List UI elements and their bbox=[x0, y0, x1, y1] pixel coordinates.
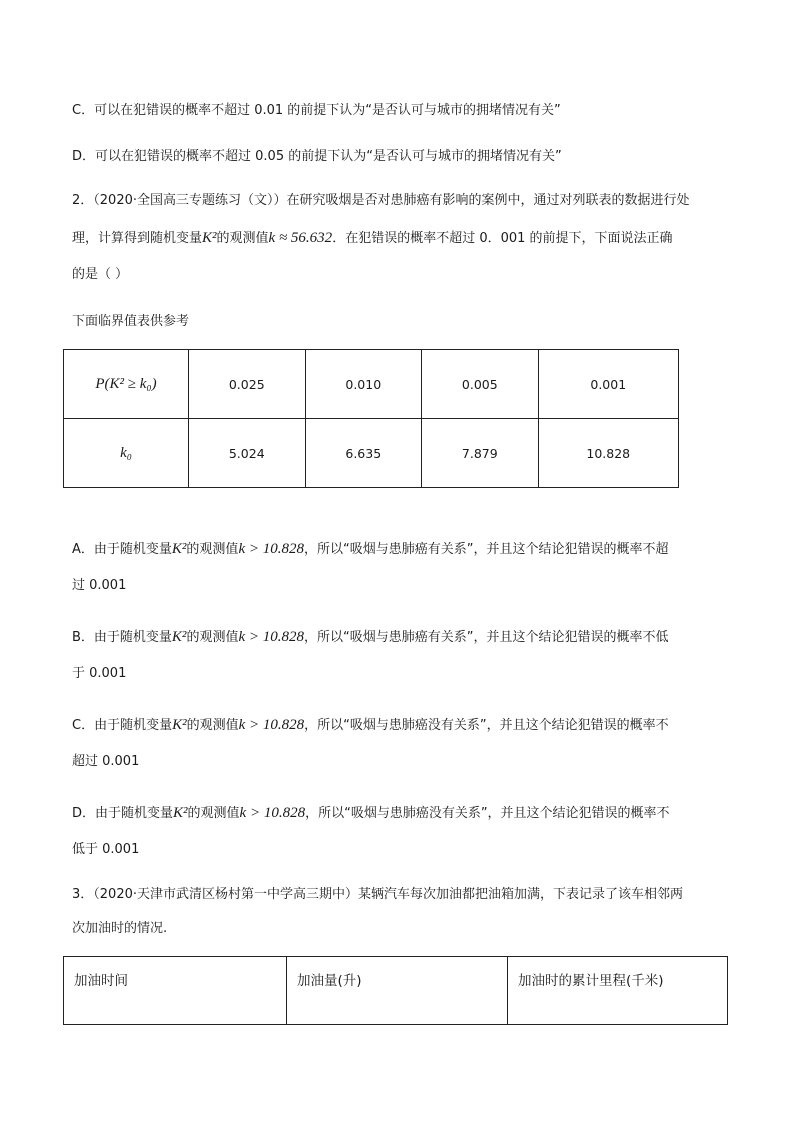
q2-option-d bbox=[72, 804, 670, 823]
header-cell-amount: 加油量(升) bbox=[287, 957, 508, 1025]
table-row bbox=[64, 419, 679, 488]
k-condition: k > 10.828 bbox=[238, 629, 304, 645]
q2-stem-line2-b: 的观测值 bbox=[216, 231, 269, 246]
option-text: A．由于随机变量 bbox=[72, 542, 172, 557]
k0-header-cell: k₀ bbox=[64, 419, 189, 488]
p-value-cell: 0.001 bbox=[538, 350, 678, 419]
option-text: 的观测值 bbox=[186, 718, 239, 733]
q2-option-b bbox=[72, 628, 668, 647]
k-value-cell: 10.828 bbox=[538, 419, 678, 488]
table-row bbox=[64, 957, 728, 1025]
q3-stem-line2: 次加油时的情况. bbox=[72, 921, 168, 936]
option-text: 的观测值 bbox=[186, 542, 239, 557]
q2-stem-line2-a: 理，计算得到随机变量 bbox=[72, 231, 203, 246]
table-row bbox=[64, 350, 679, 419]
header-cell-mileage: 加油时的累计里程(千米) bbox=[508, 957, 728, 1025]
refuel-table bbox=[63, 956, 728, 1025]
k-condition: k > 10.828 bbox=[239, 805, 306, 821]
q2-option-a bbox=[72, 540, 668, 559]
k-squared-symbol: K² bbox=[172, 717, 187, 733]
q1-option-c: C．可以在犯错误的概率不超过 0.01 的前提下认为“是否认可与城市的拥堵情况有关” bbox=[72, 103, 561, 118]
k-condition: k > 10.828 bbox=[238, 541, 304, 557]
k-squared-symbol: K² bbox=[171, 629, 187, 645]
q3-stem-line1: 3．（2020·天津市武清区杨村第一中学高三期中）某辆汽车每次加油都把油箱加满，下表记录了该车相邻两 bbox=[72, 887, 683, 902]
option-text: ，所以“吸烟与患肺癌有关系”，并且这个结论犯错误的概率不低 bbox=[303, 630, 669, 645]
k-value-cell: 7.879 bbox=[422, 419, 539, 488]
option-text: ，所以“吸烟与患肺癌没有关系”，并且这个结论犯错误的概率不 bbox=[305, 806, 670, 821]
critical-value-table bbox=[63, 349, 679, 488]
option-text: ，所以“吸烟与患肺癌有关系”，并且这个结论犯错误的概率不超 bbox=[303, 542, 669, 557]
p-header-cell: P(K² ≥ k₀) bbox=[64, 350, 189, 419]
q1-option-d: D．可以在犯错误的概率不超过 0.05 的前提下认为“是否认可与城市的拥堵情况有关” bbox=[72, 149, 562, 164]
q2-option-c-cont: 超过 0.001 bbox=[72, 754, 140, 769]
option-text: B．由于随机变量 bbox=[72, 630, 172, 645]
p-value-cell: 0.010 bbox=[305, 350, 422, 419]
option-text: 的观测值 bbox=[187, 806, 240, 821]
q2-option-b-cont: 于 0.001 bbox=[72, 666, 127, 681]
q2-stem-line2-c: ．在犯错误的概率不超过 0．001 的前提下，下面说法正确 bbox=[332, 231, 673, 246]
q2-option-c bbox=[72, 716, 669, 735]
option-text: 的观测值 bbox=[186, 630, 239, 645]
table-caption: 下面临界值表供参考 bbox=[72, 314, 190, 329]
q2-option-a-cont: 过 0.001 bbox=[72, 578, 127, 593]
q2-stem-line3: 的是（ ） bbox=[72, 267, 129, 282]
k-squared-symbol: K² bbox=[173, 805, 188, 821]
header-cell-time: 加油时间 bbox=[64, 957, 287, 1025]
p-value-cell: 0.025 bbox=[189, 350, 306, 419]
q2-stem-line1: 2．（2020·全国高三专题练习（文））在研究吸烟是否对患肺癌有影响的案例中，通过对列联表的数据进行处 bbox=[72, 193, 690, 208]
q2-stem-line2 bbox=[72, 229, 673, 248]
option-text: C．由于随机变量 bbox=[72, 718, 173, 733]
p-value-cell: 0.005 bbox=[422, 350, 539, 419]
k-value-cell: 6.635 bbox=[305, 419, 422, 488]
k-value-cell: 5.024 bbox=[189, 419, 306, 488]
k-squared-symbol: K² bbox=[202, 230, 217, 246]
k-condition: k > 10.828 bbox=[238, 717, 305, 733]
k-squared-symbol: K² bbox=[171, 541, 187, 557]
option-text: ，所以“吸烟与患肺癌没有关系”，并且这个结论犯错误的概率不 bbox=[304, 718, 669, 733]
q2-option-d-cont: 低于 0.001 bbox=[72, 842, 140, 857]
option-text: D．由于随机变量 bbox=[72, 806, 174, 821]
k-approx-value: k ≈ 56.632 bbox=[268, 230, 333, 246]
